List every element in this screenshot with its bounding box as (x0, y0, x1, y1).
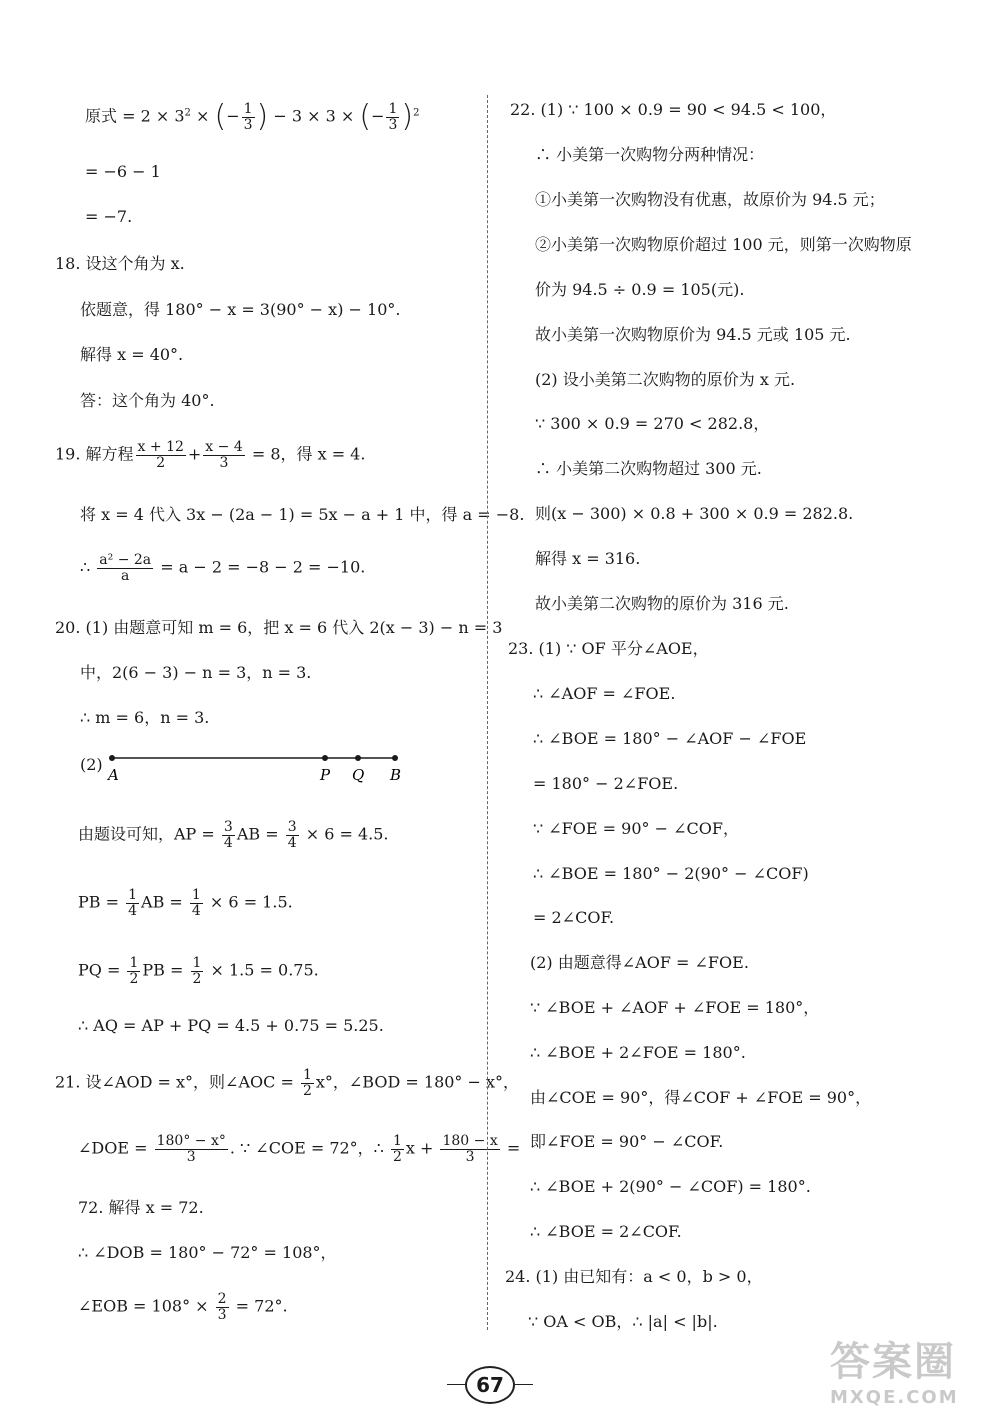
fraction (155, 1134, 228, 1164)
q23-line-11: 由∠COE = 90°，得∠COF + ∠FOE = 90°， (530, 1088, 872, 1107)
text: x + (405, 1138, 439, 1158)
text: − 3 × 3 × (268, 106, 360, 126)
q23-line-5: ∵ ∠FOE = 90° − ∠COF， (533, 819, 739, 838)
fraction (191, 956, 204, 986)
q18-line-2: 依题意，得 180° − x = 3(90° − x) − 10°. (80, 300, 401, 319)
numerator: 1 (129, 955, 139, 971)
q23-line-9: ∵ ∠BOE + ∠AOF + ∠FOE = 180°， (530, 998, 820, 1017)
text: PB = (142, 960, 189, 980)
text: 19. 解方程 (55, 444, 134, 464)
denominator: 3 (465, 1148, 475, 1165)
q20-figure-label: (2) (80, 755, 103, 774)
numerator: 180° − x° (156, 1133, 226, 1149)
q18-line-3: 解得 x = 40°. (80, 345, 184, 364)
q20-line-7: ∴ AQ = AP + PQ = 4.5 + 0.75 = 5.25. (78, 1016, 384, 1035)
q22-line-6: 故小美第一次购物原价为 94.5 元或 105 元. (535, 325, 851, 344)
denominator: 2 (129, 970, 139, 987)
fraction (190, 888, 203, 918)
fraction (440, 1134, 499, 1164)
fraction (286, 820, 299, 850)
numerator: 3 (287, 819, 297, 835)
q20-line-5 (78, 888, 293, 918)
q23-line-4: = 180° − 2∠FOE. (533, 774, 679, 793)
text: × 1.5 = 0.75. (205, 960, 319, 980)
watermark-domain: MXQE.COM (830, 1387, 959, 1408)
numerator: 1 (302, 1067, 312, 1083)
q24-line-1: 24. (1) 由已知有：a < 0，b > 0， (505, 1267, 763, 1286)
fraction (301, 1068, 314, 1098)
q23-line-12: 即∠FOE = 90° − ∠COF. (530, 1132, 724, 1151)
fraction (242, 102, 255, 132)
q17-line-2: = −6 − 1 (85, 162, 161, 181)
paren: ) (256, 99, 269, 135)
q20-line-1: 20. (1) 由题意可知 m = 6，把 x = 6 代入 2(x − 3) − n = 3 (55, 618, 503, 637)
paren: ( (214, 99, 227, 135)
q22-line-5: 价为 94.5 ÷ 0.9 = 105(元). (535, 280, 745, 299)
q19-line-2: 将 x = 4 代入 3x − (2a − 1) = 5x − a + 1 中，得 a = −8. (80, 505, 525, 524)
text: . ∵ ∠COE = 72°，∴ (229, 1138, 389, 1158)
text: = a − 2 = −8 − 2 = −10. (155, 557, 366, 577)
exponent: 2 (184, 107, 191, 119)
denominator: 2 (392, 1148, 402, 1165)
q20-line-2: 中，2(6 − 3) − n = 3，n = 3. (80, 663, 312, 682)
q23-line-7: = 2∠COF. (533, 908, 615, 927)
q22-line-4: ②小美第一次购物原价超过 100 元，则第一次购物原 (535, 235, 912, 254)
fraction (222, 820, 235, 850)
q18-line-4: 答：这个角为 40°. (80, 391, 215, 410)
text: − (226, 106, 240, 126)
denominator: 2 (192, 970, 202, 987)
denominator: 4 (128, 902, 138, 919)
text: ∠DOE = (78, 1138, 153, 1158)
q23-line-6: ∴ ∠BOE = 180° − 2(90° − ∠COF) (533, 864, 809, 883)
q23-line-1: 23. (1) ∵ OF 平分∠AOE， (508, 639, 709, 658)
point-q (355, 755, 361, 761)
point-p (322, 755, 328, 761)
exponent: 2 (413, 107, 420, 119)
paren: ) (401, 99, 414, 135)
q22-line-3: ①小美第一次购物没有优惠，故原价为 94.5 元； (535, 190, 885, 209)
numerator: 1 (243, 101, 253, 117)
numerator: x − 4 (205, 439, 243, 455)
fraction (391, 1134, 404, 1164)
q20-line-3: ∴ m = 6，n = 3. (80, 708, 210, 727)
text: = 72°. (230, 1296, 288, 1316)
fraction (136, 440, 186, 470)
q21-line-4: ∴ ∠DOB = 180° − 72° = 108°， (78, 1243, 337, 1262)
q23-line-3: ∴ ∠BOE = 180° − ∠AOF − ∠FOE (533, 729, 807, 748)
watermark-logo (830, 1330, 990, 1415)
text: 原式 = 2 × 3 (85, 106, 185, 126)
denominator: 3 (243, 116, 253, 133)
q23-line-14: ∴ ∠BOE = 2∠COF. (530, 1222, 682, 1241)
text: x°，∠BOD = 180° − x°， (315, 1072, 520, 1092)
denominator: 3 (186, 1148, 196, 1165)
text: × (190, 106, 215, 126)
numerator: 1 (191, 887, 201, 903)
denominator: 3 (219, 454, 229, 471)
denominator: 3 (388, 116, 398, 133)
denominator: 3 (217, 1306, 227, 1323)
denominator: 4 (287, 834, 297, 851)
text: PQ = (78, 960, 126, 980)
numerator: 1 (128, 887, 138, 903)
q22-line-10: 则(x − 300) × 0.8 + 300 × 0.9 = 282.8. (535, 504, 854, 523)
label-b: B (390, 766, 402, 784)
text: ∠EOB = 108° × (78, 1296, 214, 1316)
q21-line-5 (78, 1292, 288, 1322)
text: 由题设可知，AP = (78, 824, 220, 844)
q17-line-1 (85, 99, 420, 146)
q23-line-13: ∴ ∠BOE + 2(90° − ∠COF) = 180°. (530, 1177, 811, 1196)
q24-line-2: ∵ OA < OB，∴ |a| < |b|. (528, 1312, 718, 1331)
point-a (109, 755, 115, 761)
numerator: 1 (392, 1133, 402, 1149)
text: × 6 = 4.5. (300, 824, 389, 844)
q21-line-3: 72. 解得 x = 72. (78, 1198, 204, 1217)
q22-line-9: ∴ 小美第二次购物超过 300 元. (535, 459, 762, 478)
text: 21. 设∠AOD = x°，则∠AOC = (55, 1072, 299, 1092)
q19-line-3 (80, 553, 365, 583)
paren: ( (359, 99, 372, 135)
denominator: 2 (302, 1082, 312, 1099)
q19-line-1 (55, 440, 365, 470)
therefore-symbol: ∴ (80, 557, 91, 577)
text: AB = (236, 824, 284, 844)
label-q: Q (352, 766, 365, 784)
numerator: x + 12 (137, 439, 184, 455)
fraction (386, 102, 399, 132)
watermark-text: 答案圈 (830, 1339, 956, 1385)
numerator: 2 (217, 1291, 227, 1307)
numerator: 3 (223, 819, 233, 835)
q22-line-7: (2) 设小美第二次购物的原价为 x 元. (535, 370, 796, 389)
numerator: 1 (192, 955, 202, 971)
text: = (501, 1138, 521, 1158)
q22-line-12: 故小美第二次购物的原价为 316 元. (535, 594, 789, 613)
fraction (126, 888, 139, 918)
numerator: a² − 2a (99, 552, 152, 568)
q23-line-2: ∴ ∠AOF = ∠FOE. (533, 684, 676, 703)
q21-line-2 (78, 1134, 520, 1164)
q23-line-10: ∴ ∠BOE + 2∠FOE = 180°. (530, 1043, 746, 1062)
column-divider (487, 95, 488, 1330)
q21-line-1 (55, 1068, 519, 1098)
text: + (187, 444, 202, 464)
q23-line-8: (2) 由题意得∠AOF = ∠FOE. (530, 953, 749, 972)
q22-line-11: 解得 x = 316. (535, 549, 641, 568)
page-number: 67 (465, 1366, 515, 1404)
fraction (127, 956, 140, 986)
segment-diagram (100, 748, 410, 788)
q22-line-1: 22. (1) ∵ 100 × 0.9 = 90 < 94.5 < 100， (510, 100, 837, 119)
text: − (371, 106, 385, 126)
label-p: P (320, 766, 331, 784)
text: = 8，得 x = 4. (246, 444, 366, 464)
q22-line-2: ∴ 小美第一次购物分两种情况： (535, 145, 765, 164)
q20-line-4 (78, 820, 389, 850)
label-a: A (108, 766, 119, 784)
text: × 6 = 1.5. (204, 892, 293, 912)
denominator: a (121, 567, 130, 584)
fraction (97, 553, 153, 583)
q17-line-3: = −7. (85, 207, 133, 226)
q22-line-8: ∵ 300 × 0.9 = 270 < 282.8， (535, 414, 770, 433)
denominator: 2 (156, 454, 166, 471)
numerator: 1 (388, 101, 398, 117)
point-b (392, 755, 398, 761)
q20-line-6 (78, 956, 319, 986)
denominator: 4 (223, 834, 233, 851)
fraction (203, 440, 244, 470)
fraction (216, 1292, 229, 1322)
q18-line-1: 18. 设这个角为 x. (55, 254, 185, 273)
denominator: 4 (191, 902, 201, 919)
text: AB = (141, 892, 188, 912)
text: PB = (78, 892, 125, 912)
numerator: 180 − x (442, 1133, 498, 1149)
